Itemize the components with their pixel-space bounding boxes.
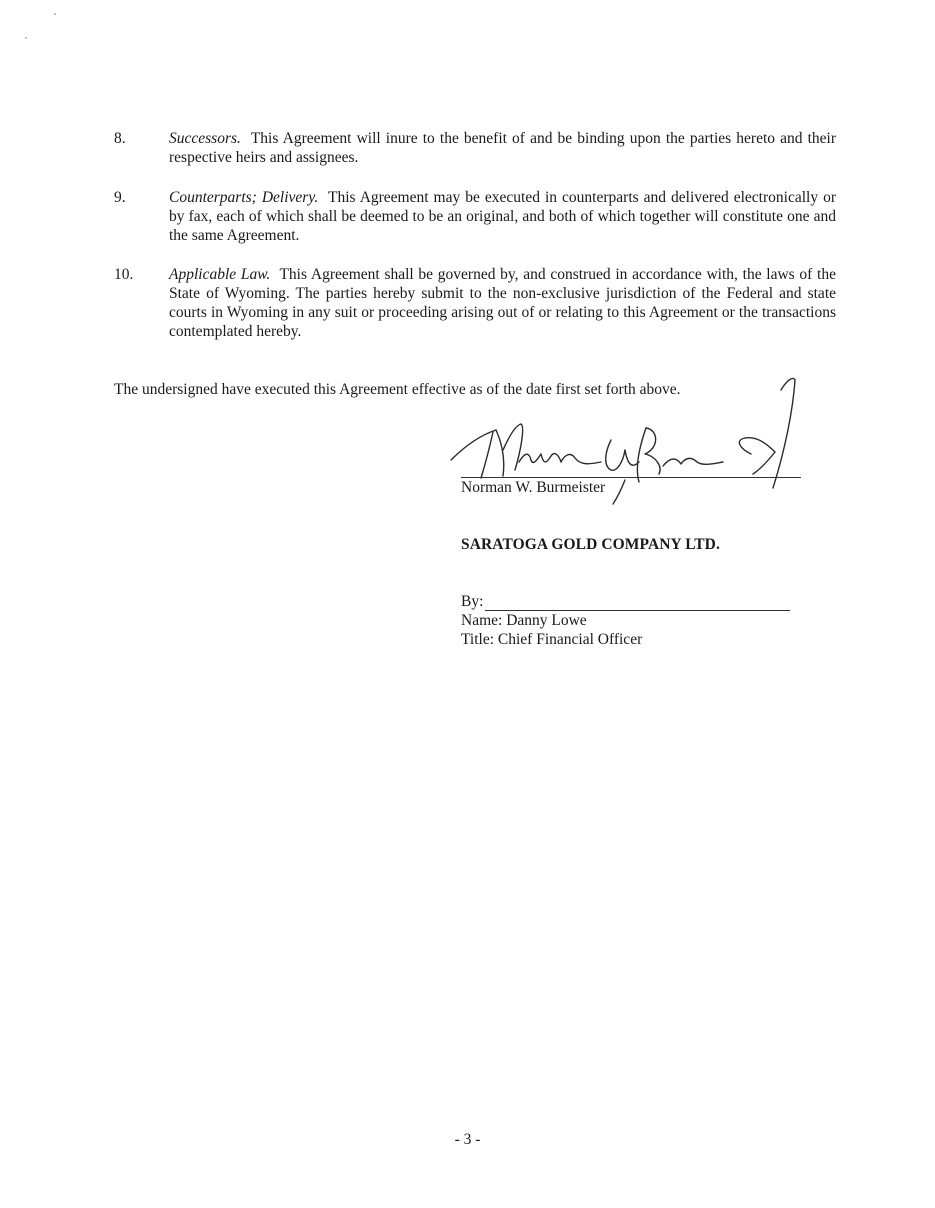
section-text: This Agreement shall be governed by, and construed in accordance with, the laws of the State of Wyoming. The parties hereby submit to the non-exclusive jurisdiction of the Federal and state courts in Wyoming in any suit or proceeding arising out of or relating to this Agreement or the transactions contemplated hereby. xyxy=(169,266,836,340)
section-heading: Counterparts; Delivery. xyxy=(169,189,319,206)
section-8 xyxy=(114,129,836,167)
signer-name: Norman W. Burmeister xyxy=(461,479,606,496)
signatory-title: Title: Chief Financial Officer xyxy=(461,631,643,648)
by-signature-blank xyxy=(485,596,790,611)
by-label: By: xyxy=(461,593,484,610)
scan-speck xyxy=(54,13,56,15)
section-9 xyxy=(114,188,836,245)
section-body xyxy=(169,129,836,167)
closing-statement: The undersigned have executed this Agreement effective as of the date first set forth above. xyxy=(114,381,681,398)
section-number: 8. xyxy=(114,130,126,147)
section-body xyxy=(169,188,836,245)
section-text: This Agreement may be executed in counterparts and delivered electronically or by fax, each of which shall be deemed to be an original, and both of which together will constitute one and the same Agreement. xyxy=(169,189,836,244)
section-body xyxy=(169,265,836,341)
signatory-name: Name: Danny Lowe xyxy=(461,612,587,629)
section-number: 10. xyxy=(114,266,134,283)
signature-block xyxy=(461,370,821,510)
page-number: - 3 - xyxy=(454,1131,481,1148)
scan-speck xyxy=(25,37,27,39)
section-heading: Applicable Law. xyxy=(169,266,271,283)
section-10 xyxy=(114,265,836,341)
by-line xyxy=(461,592,790,611)
section-number: 9. xyxy=(114,189,126,206)
section-text: This Agreement will inure to the benefit of and be binding upon the parties hereto and their respective heirs and assignees. xyxy=(169,130,836,166)
company-name: SARATOGA GOLD COMPANY LTD. xyxy=(461,536,720,553)
company-signature-block xyxy=(461,592,790,649)
section-heading: Successors. xyxy=(169,130,241,147)
